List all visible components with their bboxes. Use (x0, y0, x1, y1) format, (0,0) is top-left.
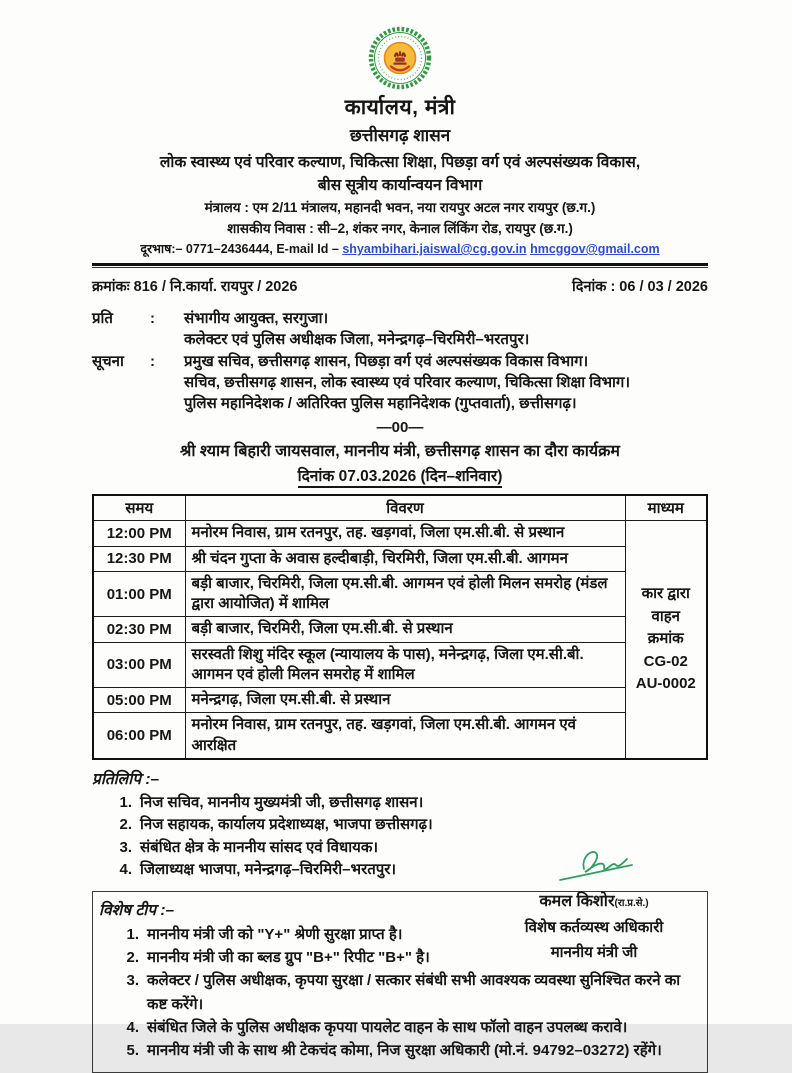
detail-cell: श्री चंदन गुप्ता के अवास हल्दीबाड़ी, चिरमिरी, जिला एम.सी.बी. आगमन (185, 546, 625, 571)
to-line: कलेक्टर एवं पुलिस अधीक्षक जिला, मनेन्द्रगढ़–चिरमिरी–भरतपुर। (184, 331, 530, 349)
signatory-name: कमल किशोर (539, 893, 615, 910)
detail-cell: मनोरम निवास, ग्राम रतनपुर, तह. खड़गवां, जिला एम.सी.बी. आगमन एवं आरक्षित (185, 713, 625, 759)
tour-date-line: दिनांक 07.03.2026 (दिन–शनिवार) (92, 464, 708, 486)
phone-number: दूरभाष:– 0771–2436444, (140, 242, 273, 256)
table-header-row (93, 495, 707, 521)
list-item: 5. माननीय मंत्री जी के साथ श्री टेकचंद कोमा, निज सुरक्षा अधिकारी (मो.नं. 94792–03272) रहेंगे। (126, 1042, 662, 1060)
time-column-header: समय (93, 495, 185, 521)
detail-cell: मनोरम निवास, ग्राम रतनपुर, तह. खड़गवां, जिला एम.सी.बी. से प्रस्थान (185, 521, 625, 546)
signatory-service-suffix: (रा.प्र.से.) (614, 898, 649, 909)
time-cell: 03:00 PM (93, 642, 185, 688)
signatory-name-line (474, 889, 714, 911)
office-title: कार्यालय, मंत्री (344, 96, 456, 119)
table-row (93, 617, 707, 642)
list-item: 2. निज सहायक, कार्यालय प्रदेशाध्यक्ष, भाजपा छत्तीसगढ़। (119, 816, 433, 834)
email-link-secondary[interactable]: hmcggov@gmail.com (530, 242, 660, 256)
to-line: संभागीय आयुक्त, सरगुजा। (184, 310, 329, 327)
detail-cell: सरस्वती शिशु मंदिर स्कूल (न्यायालय के पास), मनेन्द्रगढ़, जिला एम.सी.बी. आगमन एवं होली मिलन समरोह में शामिल (185, 642, 625, 688)
letter-date: दिनांक : 06 / 03 / 2026 (572, 279, 708, 295)
time-cell: 12:00 PM (93, 521, 185, 546)
letterhead (92, 26, 708, 257)
signatory-organization: माननीय मंत्री जी (550, 944, 638, 961)
addressee-info-row (92, 351, 708, 415)
list-item: 3. संबंधित क्षेत्र के माननीय सांसद एवं विधायक। (119, 838, 379, 856)
table-row (93, 521, 707, 546)
medium-column-header: माध्यम (625, 495, 707, 521)
special-note-heading: विशेष टीप :– (99, 901, 175, 919)
addressee-block (92, 308, 708, 414)
list-item: 2. माननीय मंत्री जी का ब्लड ग्रुप "B+" रिपीट "B+" है। (126, 949, 430, 967)
medium-cell: कार द्वारा वाहन क्रमांक CG-02 AU-0002 (625, 521, 707, 759)
government-name: छत्तीसगढ़ शासन (349, 126, 451, 145)
copies-heading: प्रतिलिपि :– (92, 770, 160, 788)
to-lines (184, 308, 708, 351)
time-cell: 01:00 PM (93, 571, 185, 617)
to-label: प्रति (92, 310, 113, 327)
details-column-header: विवरण (185, 495, 625, 521)
detail-cell: बड़ी बाजार, चिरमिरी, जिला एम.सी.बी. से प्रस्थान (185, 617, 625, 642)
info-line: पुलिस महानिदेशक / अतिरिक्त पुलिस महानिदेशक (गुप्तवार्ता), छत्तीसगढ़। (184, 395, 577, 413)
department-line-2: बीस सूत्रीय कार्यान्वयन विभाग (317, 177, 483, 194)
section-separator: —00— (376, 419, 424, 437)
table-row (93, 642, 707, 688)
contact-line (92, 240, 708, 257)
time-cell: 06:00 PM (93, 713, 185, 759)
to-colon: : (150, 310, 155, 327)
table-row (93, 546, 707, 571)
table-row (93, 713, 707, 759)
list-item: 4. संबंधित जिले के पुलिस अधीक्षक कृपया पायलेट वाहन के साथ फॉलो वाहन उपलब्ध करावे। (126, 1018, 628, 1036)
header-divider (92, 263, 708, 268)
list-item: 4. जिलाध्यक्ष भाजपा, मनेन्द्रगढ़–चिरमिरी–भरतपुर। (119, 861, 397, 879)
info-label: सूचना (92, 352, 124, 370)
table-row (93, 688, 707, 713)
ministry-address: मंत्रालय : एम 2/11 मंत्रालय, महानदी भवन, नया रायपुर अटल नगर रायपुर (छ.ग.) (204, 200, 596, 215)
addressee-to-row (92, 308, 708, 351)
detail-cell: मनेन्द्रगढ़, जिला एम.सी.बी. से प्रस्थान (185, 688, 625, 713)
info-line: प्रमुख सचिव, छत्तीसगढ़ शासन, पिछड़ा वर्ग एवं अल्पसंख्यक विकास विभाग। (184, 352, 589, 370)
tour-program-title: श्री श्याम बिहारी जायसवाल, माननीय मंत्री, छत्तीसगढ़ शासन का दौरा कार्यक्रम (180, 443, 620, 461)
table-row (93, 571, 707, 617)
schedule-table (92, 494, 708, 760)
info-line: सचिव, छत्तीसगढ़ शासन, लोक स्वास्थ्य एवं परिवार कल्याण, चिकित्सा शिक्षा विभाग। (184, 373, 631, 391)
email-link-primary[interactable]: shyambihari.jaiswal@cg.gov.in (342, 242, 527, 256)
time-cell: 05:00 PM (93, 688, 185, 713)
reference-number: क्रमांकः 816 / नि.कार्या. रायपुर / 2026 (92, 279, 298, 295)
chhattisgarh-emblem-icon (368, 26, 432, 90)
time-cell: 12:30 PM (93, 546, 185, 571)
signature-block (474, 845, 714, 962)
reference-row (92, 276, 708, 296)
detail-cell: बड़ी बाजार, चिरमिरी, जिला एम.सी.बी. आगमन एवं होली मिलन समरोह (मंडल द्वारा आयोजित) में शामिल (185, 571, 625, 617)
list-item: 3. कलेक्टर / पुलिस अधीक्षक, कृपया सुरक्षा / सत्कार संबंधी सभी आवश्यक व्यवस्था सुनिश्चित करने का कष्ट करेंगे। (126, 972, 681, 1013)
info-lines (184, 351, 708, 415)
department-line-1: लोक स्वास्थ्य एवं परिवार कल्याण, चिकित्सा शिक्षा, पिछड़ा वर्ग एवं अल्पसंख्यक विकास, (159, 154, 641, 171)
residence-address: शासकीय निवास : सी–2, शंकर नगर, केनाल लिंकिंग रोड, रायपुर (छ.ग.) (227, 221, 573, 236)
list-item: 1. निज सचिव, माननीय मुख्यमंत्री जी, छत्तीसगढ़ शासन। (119, 793, 424, 811)
handwritten-signature (542, 845, 646, 887)
time-cell: 02:30 PM (93, 617, 185, 642)
list-item: 1. माननीय मंत्री जी को "Y+" श्रेणी सुरक्षा प्राप्त है। (126, 925, 403, 943)
info-colon: : (150, 352, 155, 370)
signatory-designation: विशेष कर्तव्यस्थ अधिकारी (524, 919, 664, 936)
email-label: E-mail Id – (276, 242, 339, 256)
